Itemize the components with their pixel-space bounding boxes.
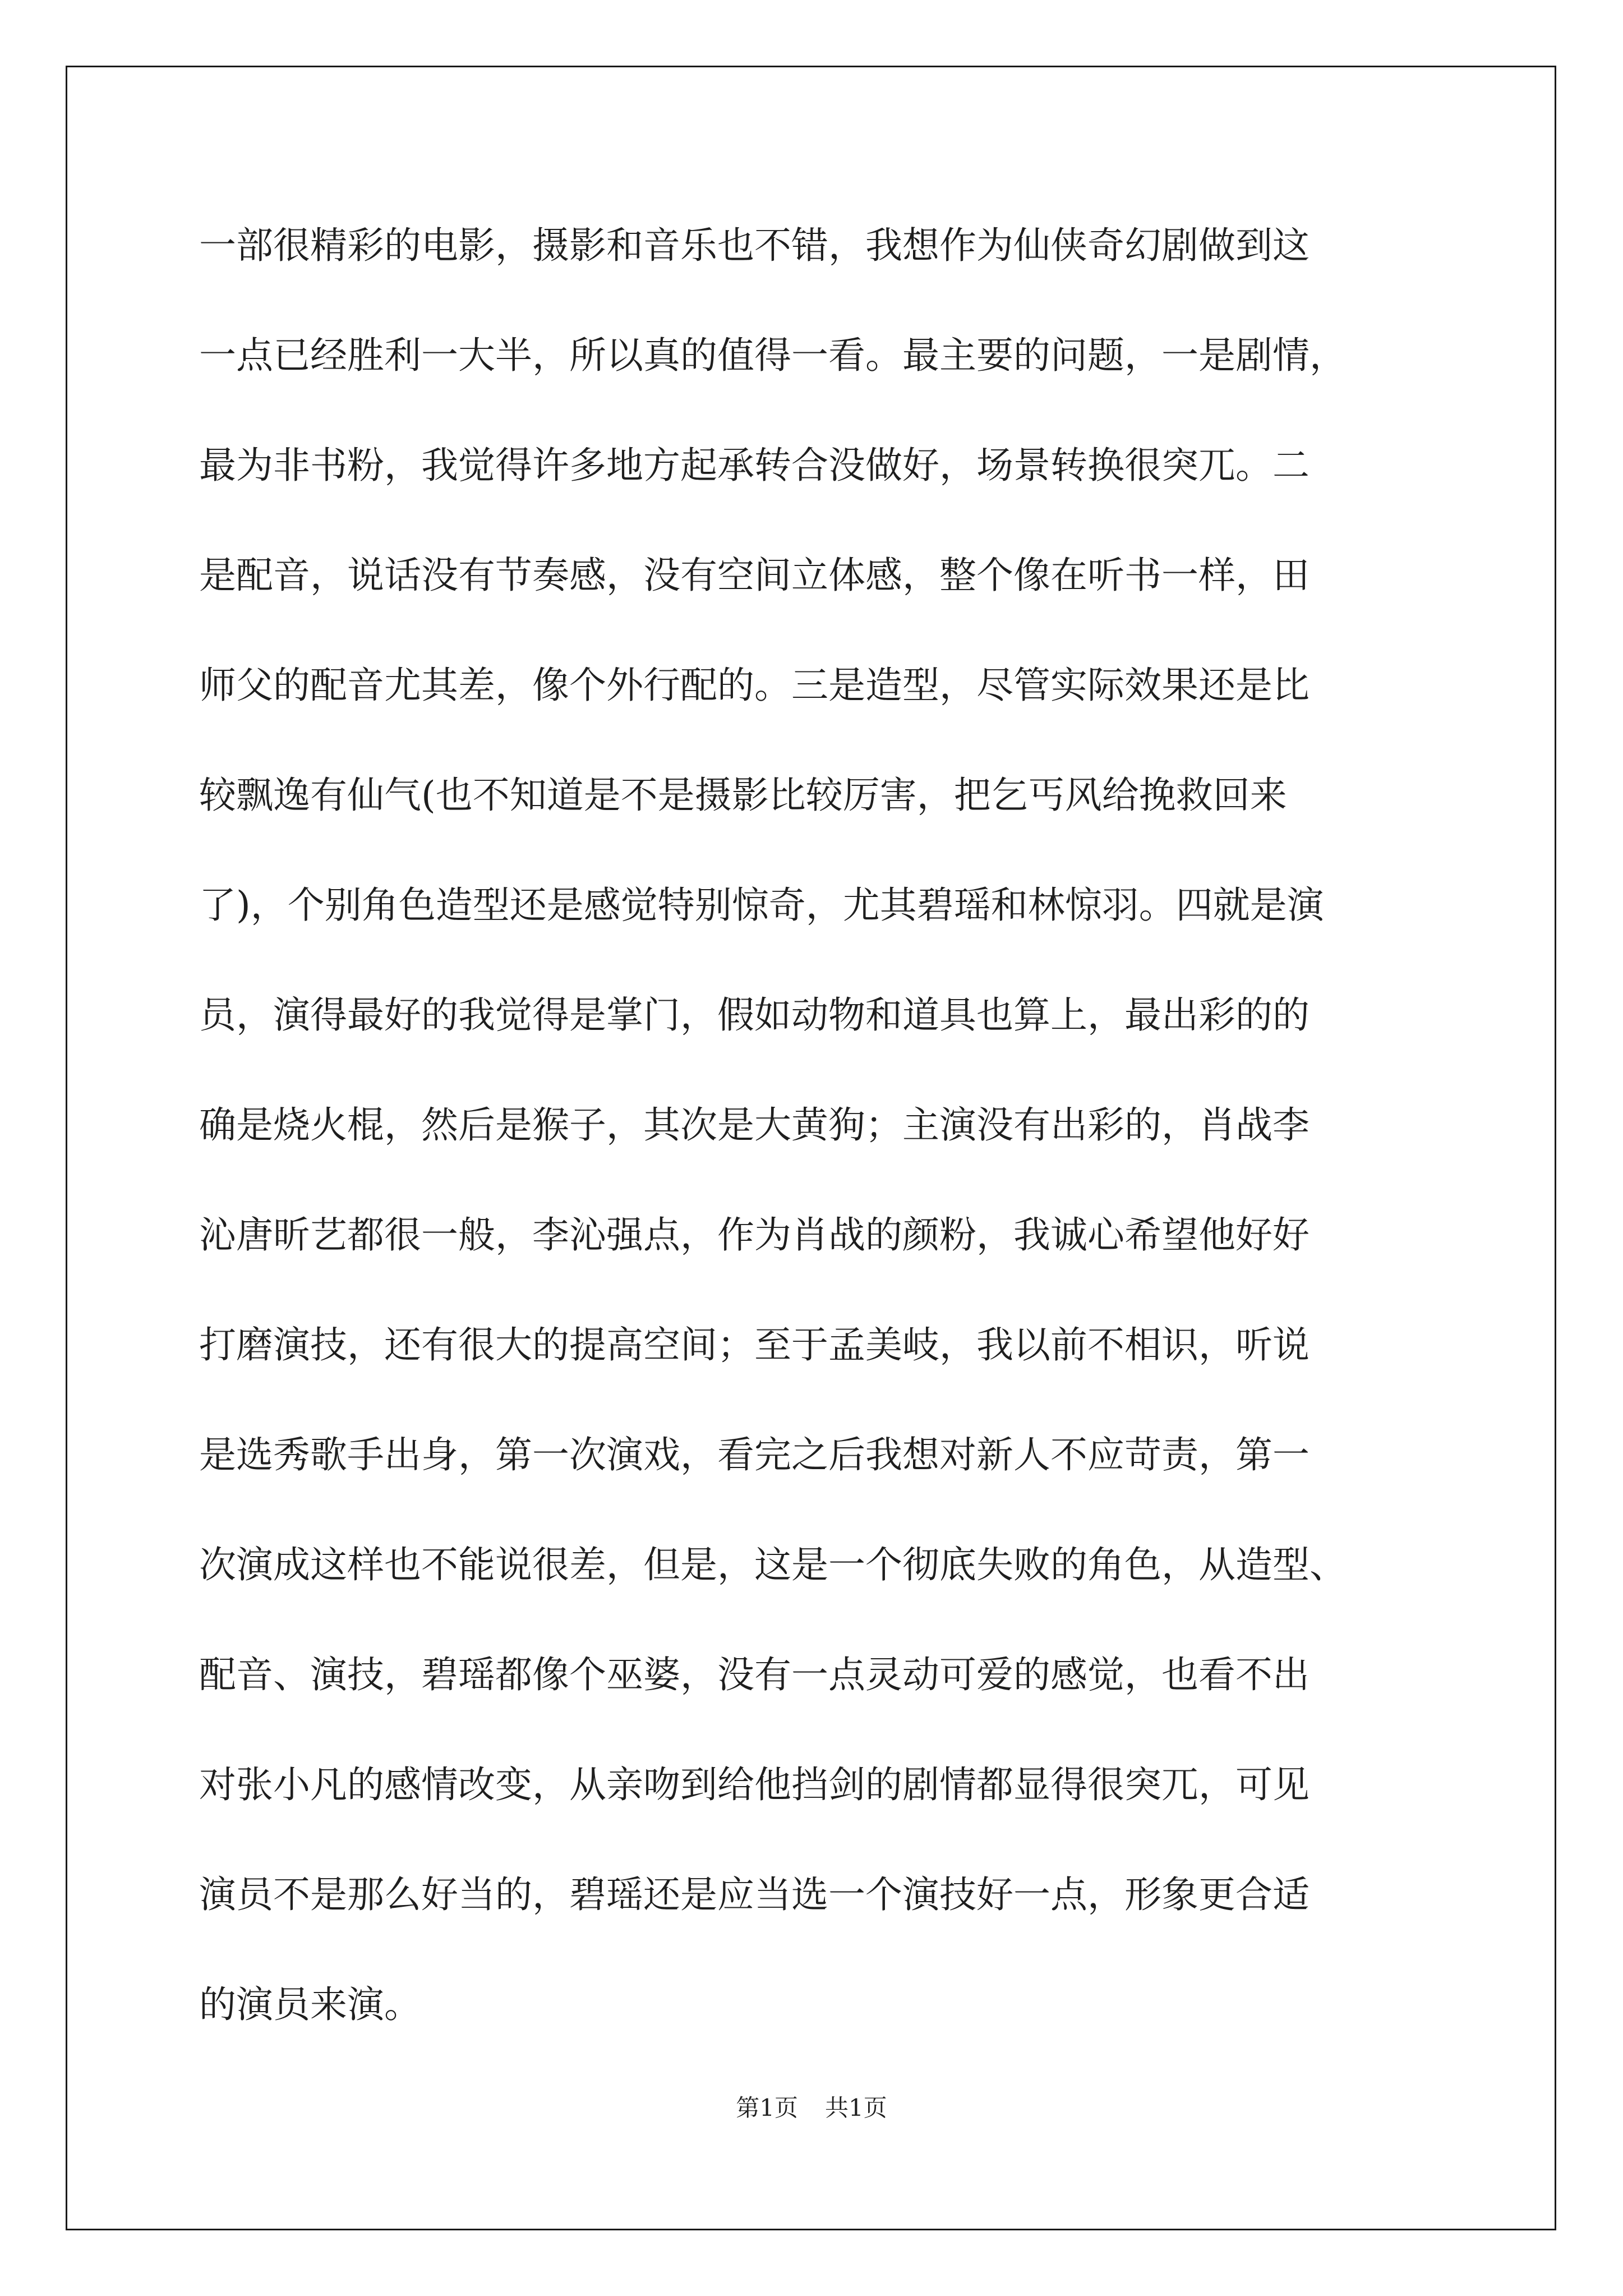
page-footer	[0, 2091, 1623, 2125]
text-line: 了)，个别角色造型还是感觉特别惊奇，尤其碧瑶和林惊羽。四就是演	[199, 884, 1324, 927]
text-line: 次演成这样也不能说很差，但是，这是一个彻底失败的角色，从造型、	[199, 1543, 1347, 1586]
text-line: 沁唐昕艺都很一般，李沁强点，作为肖战的颜粉，我诚心希望他好好	[199, 1213, 1310, 1257]
text-line: 一点已经胜利一大半，所以真的值得一看。最主要的问题，一是剧情，	[199, 334, 1347, 377]
text-line: 最为非书粉，我觉得许多地方起承转合没做好，场景转换很突兀。二	[199, 444, 1310, 487]
text-line: 打磨演技，还有很大的提高空间；至于孟美岐，我以前不相识，听说	[199, 1323, 1310, 1366]
text-line: 师父的配音尤其差，像个外行配的。三是造型，尽管实际效果还是比	[199, 664, 1310, 707]
page-total: 共1页	[825, 2094, 887, 2122]
text-line: 确是烧火棍，然后是猴子，其次是大黄狗；主演没有出彩的，肖战李	[199, 1103, 1310, 1147]
text-line: 是配音，说话没有节奏感，没有空间立体感，整个像在听书一样，田	[199, 554, 1310, 597]
text-line: 一部很精彩的电影，摄影和音乐也不错，我想作为仙侠奇幻剧做到这	[199, 224, 1310, 267]
text-line: 配音、演技，碧瑶都像个巫婆，没有一点灵动可爱的感觉，也看不出	[199, 1653, 1310, 1696]
text-line: 员，演得最好的我觉得是掌门，假如动物和道具也算上，最出彩的的	[199, 993, 1310, 1037]
page-number: 第1页	[736, 2094, 798, 2122]
text-line: 对张小凡的感情改变，从亲吻到给他挡剑的剧情都显得很突兀，可见	[199, 1763, 1310, 1806]
text-line: 较飘逸有仙气(也不知道是不是摄影比较厉害，把乞丐风给挽救回来	[199, 774, 1287, 817]
text-line: 演员不是那么好当的，碧瑶还是应当选一个演技好一点，形象更合适	[199, 1873, 1310, 1916]
text-line: 的演员来演。	[199, 1983, 421, 2026]
text-line: 是选秀歌手出身，第一次演戏，看完之后我想对新人不应苛责，第一	[199, 1433, 1310, 1476]
